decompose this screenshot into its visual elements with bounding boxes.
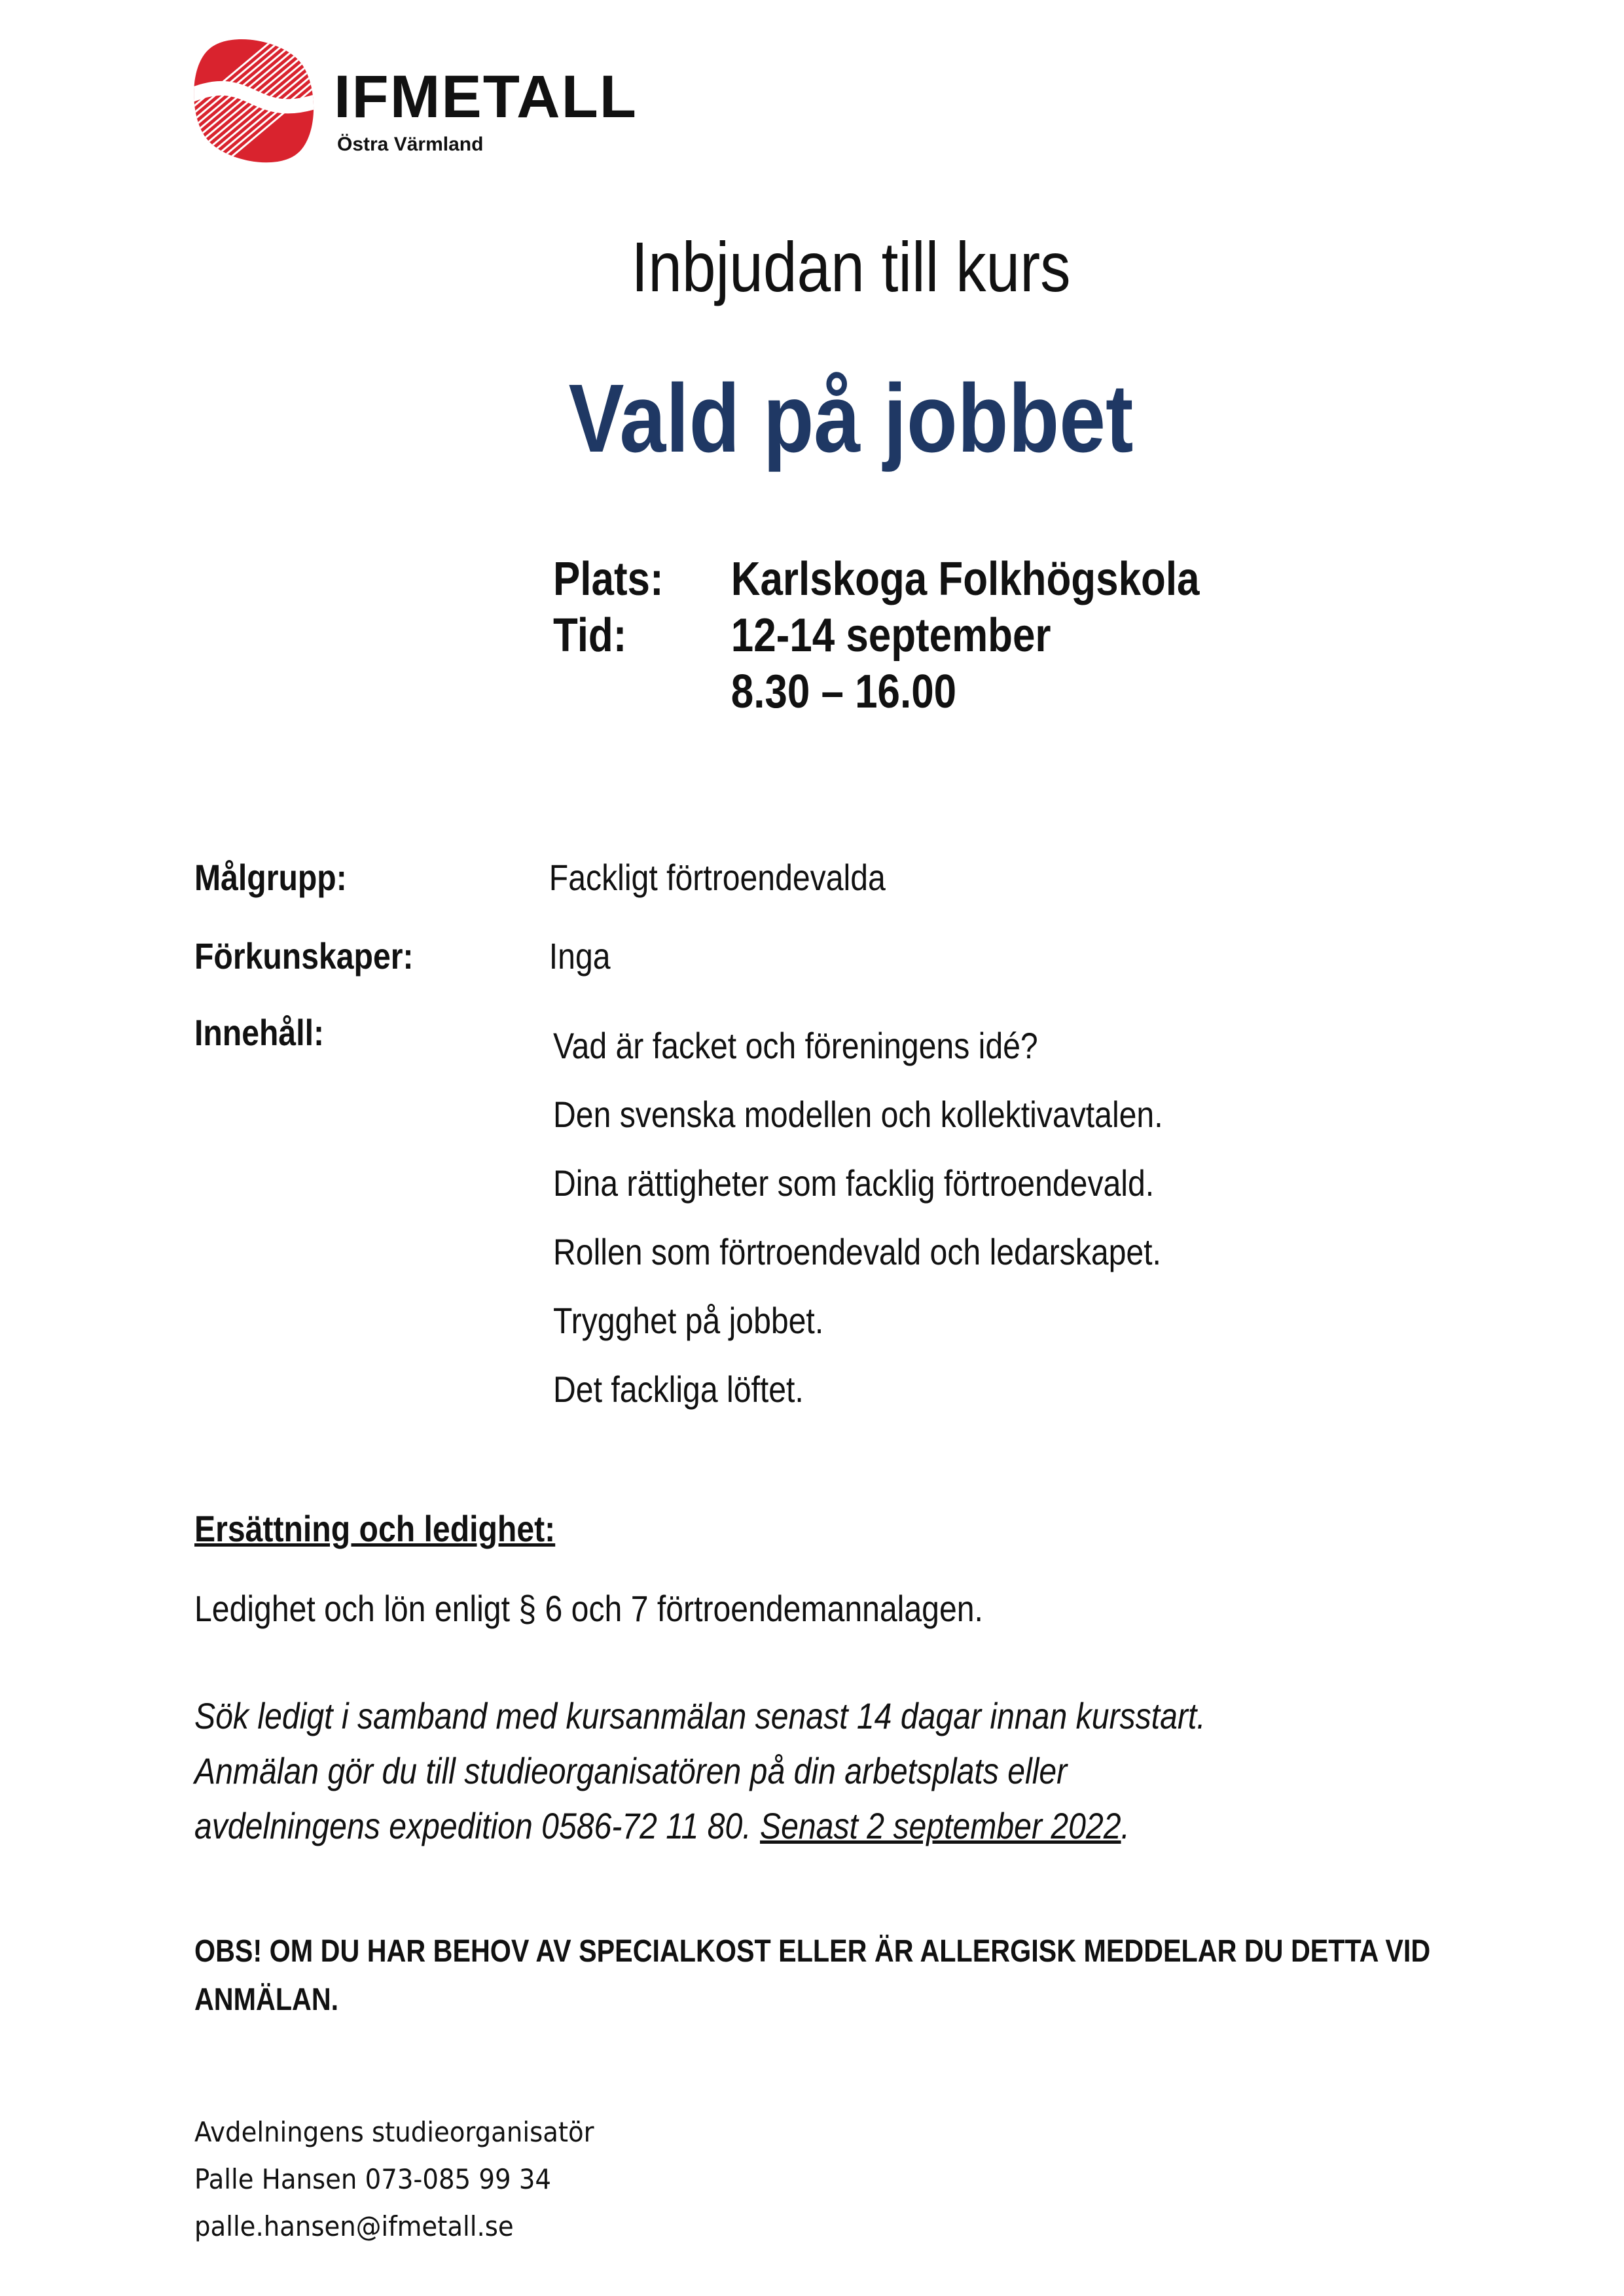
place-value: Karlskoga Folkhögskola xyxy=(731,553,1200,605)
application-line-3 xyxy=(194,1799,1206,1854)
application-line-1: Sök ledigt i samband med kursanmälan senast 14 dagar innan kursstart. xyxy=(194,1695,1206,1736)
target-group-label: Målgrupp: xyxy=(194,857,347,898)
course-title: Vald på jobbet xyxy=(568,365,1134,473)
list-item: Dina rättigheter som facklig förtroendevald. xyxy=(553,1162,1155,1204)
ifmetall-logo xyxy=(187,27,684,178)
deadline-period: . xyxy=(1121,1805,1130,1846)
logo-wordmark: IFMETALL xyxy=(334,63,638,130)
compensation-text: Ledighet och lön enligt § 6 och 7 förtroendemannalagen. xyxy=(194,1588,983,1629)
contact-email[interactable]: palle.hansen@ifmetall.se xyxy=(194,2210,514,2242)
list-item: Trygghet på jobbet. xyxy=(553,1300,824,1341)
application-info xyxy=(194,1689,1206,1854)
contact-role: Avdelningens studieorganisatör xyxy=(194,2116,594,2148)
list-item: Rollen som förtroendevald och ledarskapet. xyxy=(553,1231,1161,1272)
application-line-2: Anmälan gör du till studieorganisatören på din arbetsplats eller xyxy=(194,1750,1068,1791)
contact-block xyxy=(194,2109,594,2250)
contact-name-phone: Palle Hansen 073-085 99 34 xyxy=(194,2163,552,2195)
content-label: Innehåll: xyxy=(194,1012,325,1053)
compensation-heading: Ersättning och ledighet: xyxy=(194,1508,556,1549)
time-hours: 8.30 – 16.00 xyxy=(731,666,957,718)
obs-notice: OBS! OM DU HAR BEHOV AV SPECIALKOST ELLER ÄR ALLERGISK MEDDELAR DU DETTA VID ANMÄLAN. xyxy=(194,1934,1431,2017)
time-value: 12-14 september xyxy=(731,609,1051,662)
place-label: Plats: xyxy=(553,553,664,605)
logo-subtitle: Östra Värmland xyxy=(337,134,484,155)
deadline-text: Senast 2 september 2022 xyxy=(759,1805,1121,1846)
invite-heading: Inbjudan till kurs xyxy=(631,227,1071,306)
target-group-value: Fackligt förtroendevalda xyxy=(549,857,886,898)
list-item: Den svenska modellen och kollektivavtalen. xyxy=(553,1094,1163,1135)
time-label: Tid: xyxy=(553,609,627,662)
list-item: Vad är facket och föreningens idé? xyxy=(553,1025,1038,1066)
list-item: Det fackliga löftet. xyxy=(553,1369,804,1410)
expedition-text: avdelningens expedition 0586-72 11 80. xyxy=(194,1805,760,1846)
content-list xyxy=(553,1011,1163,1424)
prerequisites-label: Förkunskaper: xyxy=(194,935,414,977)
prerequisites-value: Inga xyxy=(549,935,611,977)
ifmetall-logo-mark-icon xyxy=(187,27,321,175)
